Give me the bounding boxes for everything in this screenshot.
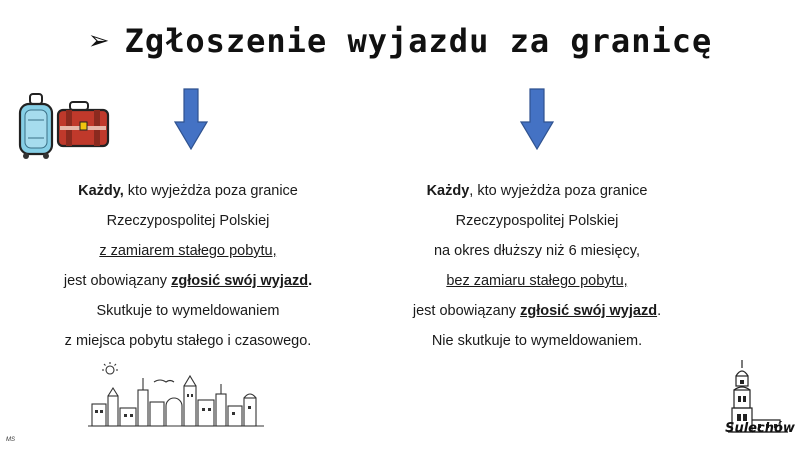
right-emphasis-each: Każdy bbox=[426, 183, 470, 199]
right-line-4: bez zamiaru stałego pobytu, bbox=[446, 273, 628, 289]
right-line-6: Nie skutkuje to wymeldowaniem. bbox=[431, 333, 643, 349]
left-line-4: jest obowiązany zgłosić swój wyjazd. bbox=[63, 273, 313, 289]
arrowhead-bullet-icon: ➢ bbox=[87, 26, 111, 56]
down-arrow-icon bbox=[520, 88, 554, 150]
luggage-icon bbox=[16, 92, 112, 162]
right-emphasis-register: zgłosić swój wyjazd bbox=[520, 303, 658, 319]
left-line-5: Skutkuje to wymeldowaniem bbox=[96, 303, 280, 319]
left-line-2: Rzeczypospolitej Polskiej bbox=[106, 213, 270, 229]
left-emphasis-register: zgłosić swój wyjazd bbox=[171, 273, 309, 289]
left-text-block bbox=[38, 176, 338, 356]
down-arrow-icon bbox=[174, 88, 208, 150]
right-line-5: jest obowiązany zgłosić swój wyjazd. bbox=[412, 303, 662, 319]
right-text-block bbox=[387, 176, 687, 356]
right-line-3: na okres dłuższy niż 6 miesięcy, bbox=[433, 243, 641, 259]
sulechow-logo-text: Sulechów bbox=[725, 421, 795, 436]
slide-title-text: Zgłoszenie wyjazdu za granicę bbox=[124, 22, 713, 60]
left-line-3: z zamiarem stałego pobytu, bbox=[99, 243, 277, 259]
city-skyline-icon bbox=[84, 360, 268, 432]
author-initials: MS bbox=[6, 437, 15, 443]
left-emphasis-each: Każdy, bbox=[78, 183, 124, 199]
left-line-6: z miejsca pobytu stałego i czasowego. bbox=[64, 333, 312, 349]
right-line-1: Każdy, kto wyjeżdża poza granice bbox=[426, 183, 648, 199]
left-line-1: Każdy, kto wyjeżdża poza granice bbox=[78, 183, 298, 199]
right-line-2: Rzeczypospolitej Polskiej bbox=[455, 213, 619, 229]
slide-title bbox=[0, 22, 800, 60]
